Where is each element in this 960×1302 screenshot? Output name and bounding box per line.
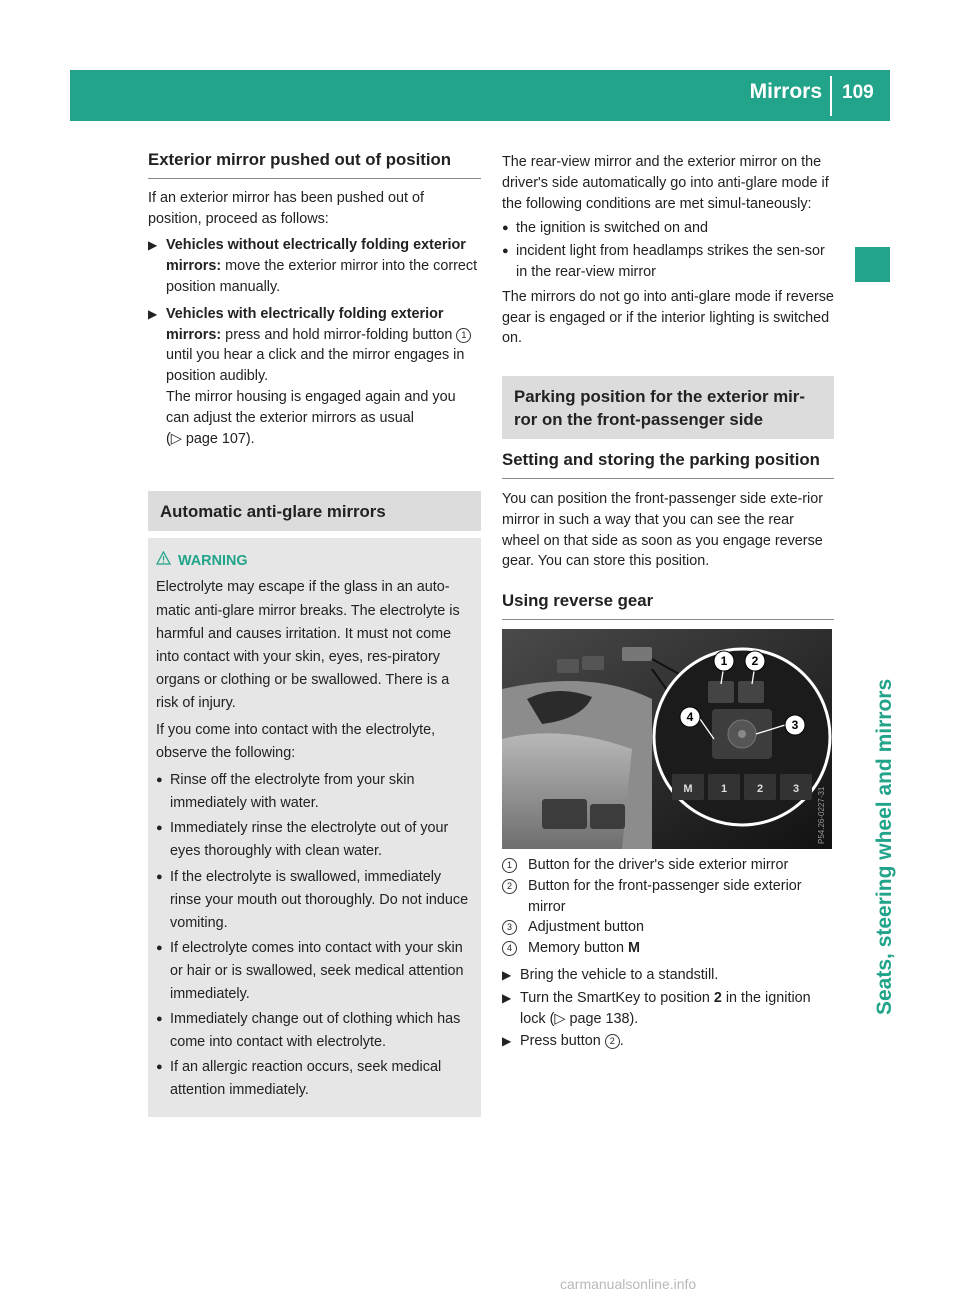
photo-code: P54.26-0227-31 [817,786,826,844]
section-title: Mirrors [749,80,822,103]
heading-anti-glare: Automatic anti-glare mirrors [148,491,481,531]
sec1-intro: If an exterior mirror has been pushed out of position, proceed as follows: [148,189,424,227]
step-standstill: ▶ Bring the vehicle to a standstill. [502,965,834,986]
warning-box [148,538,481,1116]
left-column [148,150,481,1117]
preset-1-label: 1 [720,782,728,795]
arrow-icon: ▶ [502,990,512,1005]
header-divider [830,76,832,116]
list-item: ● Immediately rinse the electrolyte out of your eyes thoroughly with clean water. [156,820,449,860]
callout-2: 2 [751,653,759,668]
anti-glare-note: The mirrors do not go into anti-glare mode if reverse gear is engaged or if the interior lighting is switched on. [502,288,834,347]
list-item: ● Immediately change out of clothing which has come into contact with electrolyte. [156,1011,461,1051]
callout-1: 1 [720,653,728,668]
page-number: 109 [842,82,874,103]
heading-exterior-mirror-pushed: Exterior mirror pushed out of position [148,150,481,179]
chapter-tab-marker [855,247,890,282]
step-no-folding: ▶ Vehicles without electrically folding exterior mirrors: move the exterior mirror into the correct position manually. [148,237,478,295]
heading-setting-storing: Setting and storing the parking position [502,450,834,479]
legend-item: 1 Button for the driver's side exterior mirror [502,855,834,876]
heading-using-reverse-gear: Using reverse gear [502,591,834,620]
heading-parking-position: Parking position for the exterior mir-ror on the front-passenger side [502,376,834,439]
list-item: ● the ignition is switched on and [502,220,708,237]
legend-list [502,855,834,959]
arrow-icon: ▶ [502,1034,512,1049]
list-item: ● incident light from headlamps strikes the sen-sor in the rear-view mirror [502,243,825,280]
warning-bullet-list [156,769,473,1102]
callout-3: 3 [791,717,799,732]
callout-number: 2 [605,1034,620,1049]
door-panel-illustration [502,629,832,849]
list-item: ● If electrolyte comes into contact with your skin or hair or is swallowed, seek medical attention immediately. [156,939,464,1003]
warning-header: WARNING [156,550,473,573]
step-smartkey: ▶ Turn the SmartKey to position 2 in the ignition lock (▷ page 138). [502,989,811,1027]
list-item: ● Rinse off the electrolyte from your skin immediately with water. [156,772,415,812]
anti-glare-intro: The rear-view mirror and the exterior mirror on the driver's side automatically go into anti-glare mode if the following conditions are met simul-taneously: [502,154,829,212]
legend-item: 2 Button for the front-passenger side exterior mirror [502,876,834,918]
step-with-folding: ▶ Vehicles with electrically folding exterior mirrors: press and hold mirror-folding button 1 until you hear a click and the mirror engages in position audibly. The mirror housing is engaged again and you can adjust the exterior mirrors as usual (▷ page 107). [148,304,481,450]
preset-3-label: 3 [792,782,800,795]
legend-item: 3 Adjustment button [502,917,834,938]
memory-button-label: M [683,782,693,795]
legend-item: 4 Memory button M [502,938,834,959]
setting-text: You can position the front-passenger side exte-rior mirror in such a way that you can see the rear wheel on that side as soon as you engage reverse gear. You can store this position. [502,490,824,570]
step-press-button: ▶ Press button 2 . [502,1031,834,1052]
page-reference: (▷ page 107). [166,430,255,447]
preset-2-label: 2 [756,782,764,795]
list-item: ● If an allergic reaction occurs, seek medical attention immediately. [156,1059,442,1099]
arrow-icon: ▶ [148,238,158,253]
warning-p1: Electrolyte may escape if the glass in an auto-matic anti-glare mirror breaks. The electrolyte is harmful and causes irritation. It must not come into contact with your skin, eyes, res-piratory organs or clothing or be swallowed. There is a risk of injury. [156,579,460,711]
chapter-label: Seats, steering wheel and mirrors [873,678,896,1015]
warning-p2: If you come into contact with the electrolyte, observe the following: [156,722,436,762]
right-column [502,152,834,1052]
warning-triangle-icon [156,550,174,573]
arrow-icon: ▶ [502,967,512,982]
arrow-icon: ▶ [148,306,158,321]
list-item: ● If the electrolyte is swallowed, immediately rinse your mouth out thoroughly. Do not induce vomiting. [156,868,469,931]
callout-number: 1 [456,328,471,343]
callout-4: 4 [686,709,694,724]
watermark-text: carmanualsonline.info [560,1276,697,1292]
door-control-photo [502,629,832,849]
